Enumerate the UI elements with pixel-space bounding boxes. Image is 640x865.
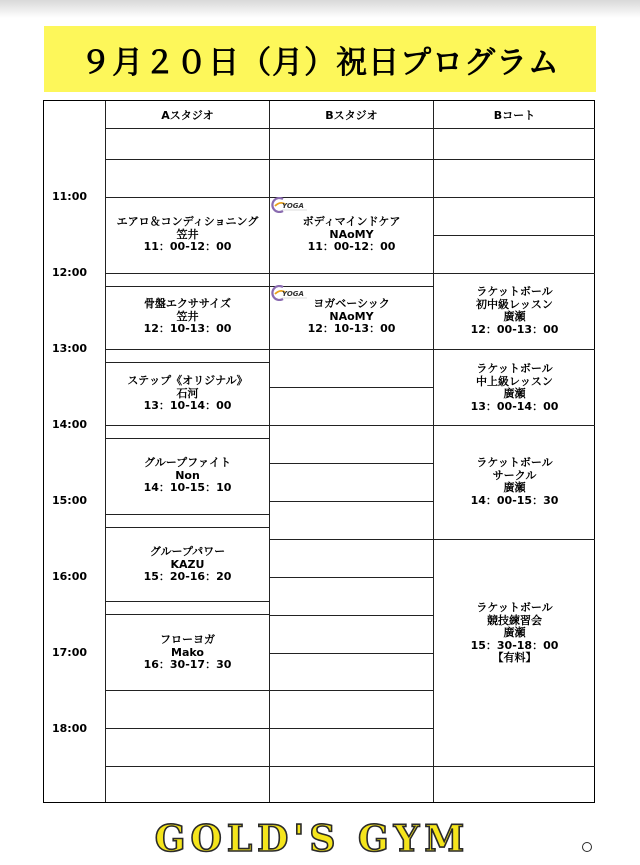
time-label: 15:00 bbox=[52, 494, 88, 507]
header-divider bbox=[105, 128, 595, 129]
class-instructor: 廣瀬 bbox=[503, 387, 526, 400]
col-divider-b bbox=[433, 101, 434, 802]
class-time: 13：00-14：00 bbox=[470, 399, 559, 413]
grid-line bbox=[434, 766, 595, 767]
class-time: 15：20-16：20 bbox=[143, 570, 232, 583]
top-shadow bbox=[0, 0, 640, 18]
time-label: 17:00 bbox=[52, 646, 88, 659]
grid-line bbox=[106, 362, 269, 363]
grid-line bbox=[270, 273, 433, 274]
grid-line bbox=[106, 728, 269, 729]
class-name: 骨盤エクササイズ bbox=[143, 297, 232, 310]
time-label: 11:00 bbox=[52, 190, 88, 203]
grid-line bbox=[106, 614, 269, 615]
time-label: 13:00 bbox=[52, 342, 88, 355]
class-time: 14：10-15：10 bbox=[143, 481, 232, 494]
grid-line bbox=[106, 438, 269, 439]
grid-line bbox=[434, 539, 595, 540]
grid-line bbox=[106, 349, 269, 350]
class-block bbox=[434, 363, 595, 413]
class-instructor: 廣瀬 bbox=[503, 626, 526, 639]
golds-gym-logo-text: GOLD'S GYM bbox=[154, 818, 470, 858]
registered-mark-icon bbox=[583, 843, 592, 852]
grid-line bbox=[270, 653, 433, 654]
class-time: 14：00-15：30 bbox=[470, 493, 559, 507]
grid-line bbox=[270, 159, 433, 160]
class-block bbox=[106, 634, 269, 672]
grid-line bbox=[434, 235, 595, 236]
grid-line bbox=[106, 286, 269, 287]
class-block bbox=[434, 457, 595, 507]
grid-line bbox=[106, 197, 269, 198]
class-time: 12：10-13：00 bbox=[143, 322, 232, 335]
grid-line bbox=[106, 601, 269, 602]
grid-line bbox=[434, 349, 595, 350]
golds-gym-logo bbox=[44, 818, 596, 858]
class-name: ヨガベーシック bbox=[313, 297, 390, 310]
grid-line bbox=[270, 387, 433, 388]
class-name: グループファイト bbox=[144, 456, 231, 469]
class-block bbox=[106, 546, 269, 584]
class-level: 中上級レッスン bbox=[476, 374, 553, 388]
class-time: 13：10-14：00 bbox=[143, 399, 232, 412]
class-time: 12：00-13：00 bbox=[470, 322, 559, 336]
class-instructor: KAZU bbox=[170, 557, 205, 571]
class-name: エアロ＆コンディショニング bbox=[116, 215, 259, 228]
time-label: 12:00 bbox=[52, 266, 88, 279]
grid-line bbox=[434, 273, 595, 274]
time-label: 14:00 bbox=[52, 418, 88, 431]
class-block bbox=[434, 286, 595, 336]
class-instructor: 石河 bbox=[176, 386, 199, 400]
class-level: サークル bbox=[492, 468, 537, 482]
column-header-court-b: Bコート bbox=[493, 108, 536, 122]
class-instructor: 廣瀬 bbox=[503, 310, 526, 323]
grid-line bbox=[106, 514, 269, 515]
class-name: ラケットボール bbox=[476, 362, 553, 375]
class-block bbox=[270, 298, 433, 336]
class-instructor: 廣瀬 bbox=[503, 481, 526, 494]
class-time: 11：00-12：00 bbox=[307, 240, 396, 253]
class-block bbox=[434, 602, 595, 665]
grid-line bbox=[434, 197, 595, 198]
class-name: ラケットボール bbox=[476, 456, 553, 469]
schedule-table bbox=[43, 100, 595, 803]
grid-line bbox=[270, 690, 433, 691]
class-block bbox=[270, 216, 433, 254]
class-name: フローヨガ bbox=[160, 633, 215, 646]
class-level: 競技練習会 bbox=[487, 613, 542, 627]
time-label: 18:00 bbox=[52, 722, 88, 735]
grid-line bbox=[106, 690, 269, 691]
grid-line bbox=[106, 425, 269, 426]
grid-line bbox=[270, 501, 433, 502]
class-instructor: Non bbox=[175, 468, 200, 482]
page-title: ９月２０日（月）祝日プログラム bbox=[80, 44, 560, 81]
grid-line bbox=[270, 577, 433, 578]
class-instructor: NAoMY bbox=[329, 227, 374, 241]
grid-line bbox=[270, 463, 433, 464]
grid-line bbox=[434, 425, 595, 426]
class-instructor: 笠井 bbox=[176, 309, 199, 323]
class-block bbox=[106, 298, 269, 336]
class-time: 12：10-13：00 bbox=[307, 322, 396, 335]
time-label: 16:00 bbox=[52, 570, 88, 583]
class-name: ステップ《オリジナル》 bbox=[127, 374, 248, 387]
grid-line bbox=[270, 728, 433, 729]
yoga-logo-text: YOGA bbox=[282, 290, 304, 298]
class-name: ボディマインドケア bbox=[302, 215, 401, 228]
grid-line bbox=[270, 349, 433, 350]
class-block bbox=[106, 216, 269, 254]
class-block bbox=[106, 375, 269, 413]
class-instructor: 笠井 bbox=[176, 227, 199, 241]
class-time: 16：30-17：30 bbox=[143, 658, 232, 671]
yoga-logo-text: YOGA bbox=[282, 202, 304, 210]
class-time: 15：30-18：00 bbox=[470, 638, 559, 652]
grid-line bbox=[106, 766, 269, 767]
grid-line bbox=[270, 766, 433, 767]
grid-line bbox=[106, 527, 269, 528]
class-instructor: NAoMY bbox=[329, 309, 374, 323]
class-block bbox=[106, 457, 269, 495]
class-name: ラケットボール bbox=[476, 601, 553, 614]
class-name: ラケットボール bbox=[476, 285, 553, 298]
grid-line bbox=[270, 539, 433, 540]
class-level: 初中級レッスン bbox=[476, 297, 553, 311]
grid-line bbox=[106, 273, 269, 274]
grid-line bbox=[270, 615, 433, 616]
col-divider-a bbox=[269, 101, 270, 802]
grid-line bbox=[106, 159, 269, 160]
class-name: グループパワー bbox=[149, 545, 226, 558]
column-header-studio-a: Aスタジオ bbox=[161, 108, 214, 122]
grid-line bbox=[270, 425, 433, 426]
class-note: 【有料】 bbox=[492, 651, 537, 664]
grid-line bbox=[434, 159, 595, 160]
title-banner bbox=[44, 26, 596, 92]
class-instructor: Mako bbox=[171, 645, 204, 659]
col-divider-time bbox=[105, 101, 106, 802]
column-header-studio-b: Bスタジオ bbox=[325, 108, 378, 122]
yoga-logo-icon bbox=[271, 197, 309, 213]
class-time: 11：00-12：00 bbox=[143, 240, 232, 253]
